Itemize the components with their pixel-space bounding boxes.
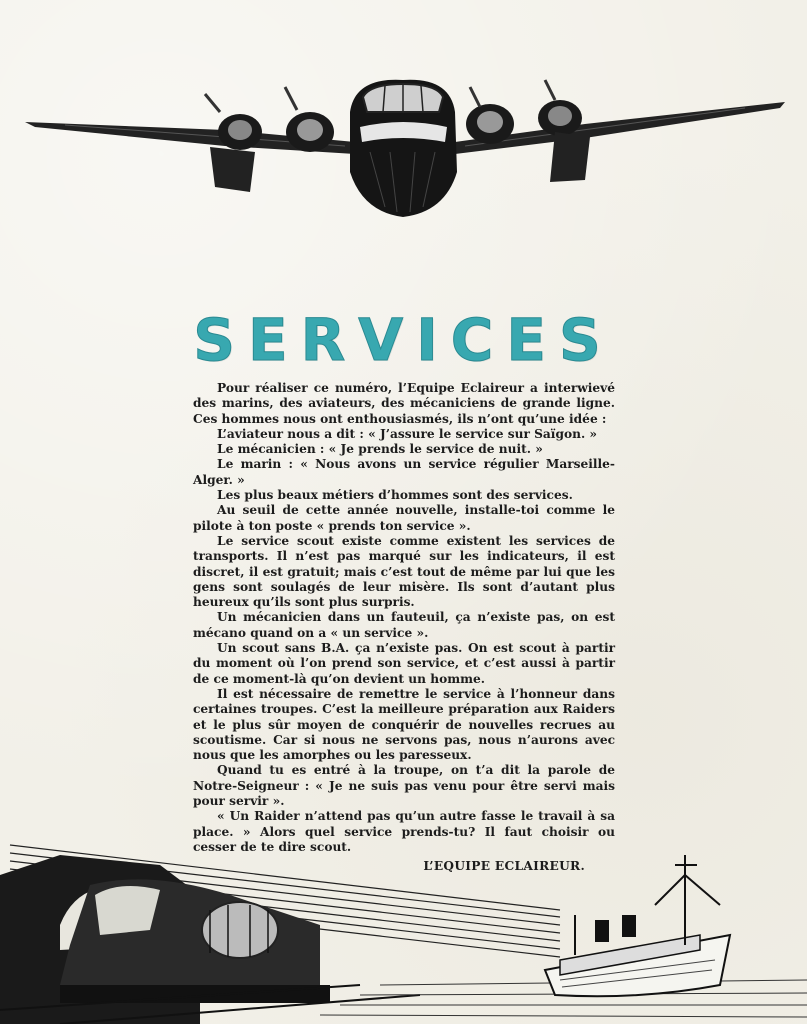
train-and-ship-illustration [0, 835, 807, 1024]
paragraph: « Un Raider n’attend pas qu’un autre fasse le travail à sa place. » Alors quel service prends-tu? Il faut choisir ou cesser de te dire scout. [193, 809, 615, 854]
airplane-illustration [25, 72, 790, 232]
paragraph: Le service scout existe comme existent les services de transports. Il n’est pas marqué sur les indicateurs, il est discret, il est gratuit; mais c’est tout de même par lui que les gens sont soulagés de leur misère. Ils sont d’autant plus heureux qu’ils sont plus surpris. [193, 533, 615, 610]
paragraph: Un mécanicien dans un fauteuil, ça n’existe pas, on est mécano quand on a « un service ». [193, 610, 615, 640]
paragraph: Les plus beaux métiers d’hommes sont des services. [217, 488, 573, 503]
page-title: SERVICES [193, 306, 614, 374]
paragraph: Le marin : « Nous avons un service régulier Marseille-Alger. » [193, 457, 615, 487]
paragraph: Quand tu es entré à la troupe, on t’a dit la parole de Notre-Seigneur : « Je ne suis pas venu pour être servi mais pour servir ». [193, 763, 615, 809]
paragraph: Un scout sans B.A. ça n’existe pas. On est scout à partir du moment où l’on prend son service, et c’est aussi à partir de ce moment-là qu’on devient un homme. [193, 641, 615, 686]
paragraph: L’aviateur nous a dit : « J’assure le service sur Saïgon. » [217, 426, 598, 441]
paragraph: Il est nécessaire de remettre le service à l’honneur dans certaines troupes. C’est la meilleure préparation aux Raiders et le plus sûr moyen de conquérir de nouvelles recrues au scoutisme. Car si nous ne servons pas, nous n’aurons avec nous que les amorphes ou les paresseux. [193, 686, 615, 763]
paragraph: Au seuil de cette année nouvelle, installe-toi comme le pilote à ton poste « prends ton service ». [193, 503, 615, 533]
paragraph: Le mécanicien : « Je prends le service de nuit. » [217, 442, 543, 457]
article-body [193, 381, 615, 875]
signature: L’EQUIPE ECLAIREUR. [423, 859, 585, 874]
paragraph: Pour réaliser ce numéro, l’Equipe Eclaireur a interwievé des marins, des aviateurs, des mécaniciens de grande ligne. Ces hommes nous ont enthousiasmés, ils n’ont qu’une idée : [193, 381, 615, 426]
